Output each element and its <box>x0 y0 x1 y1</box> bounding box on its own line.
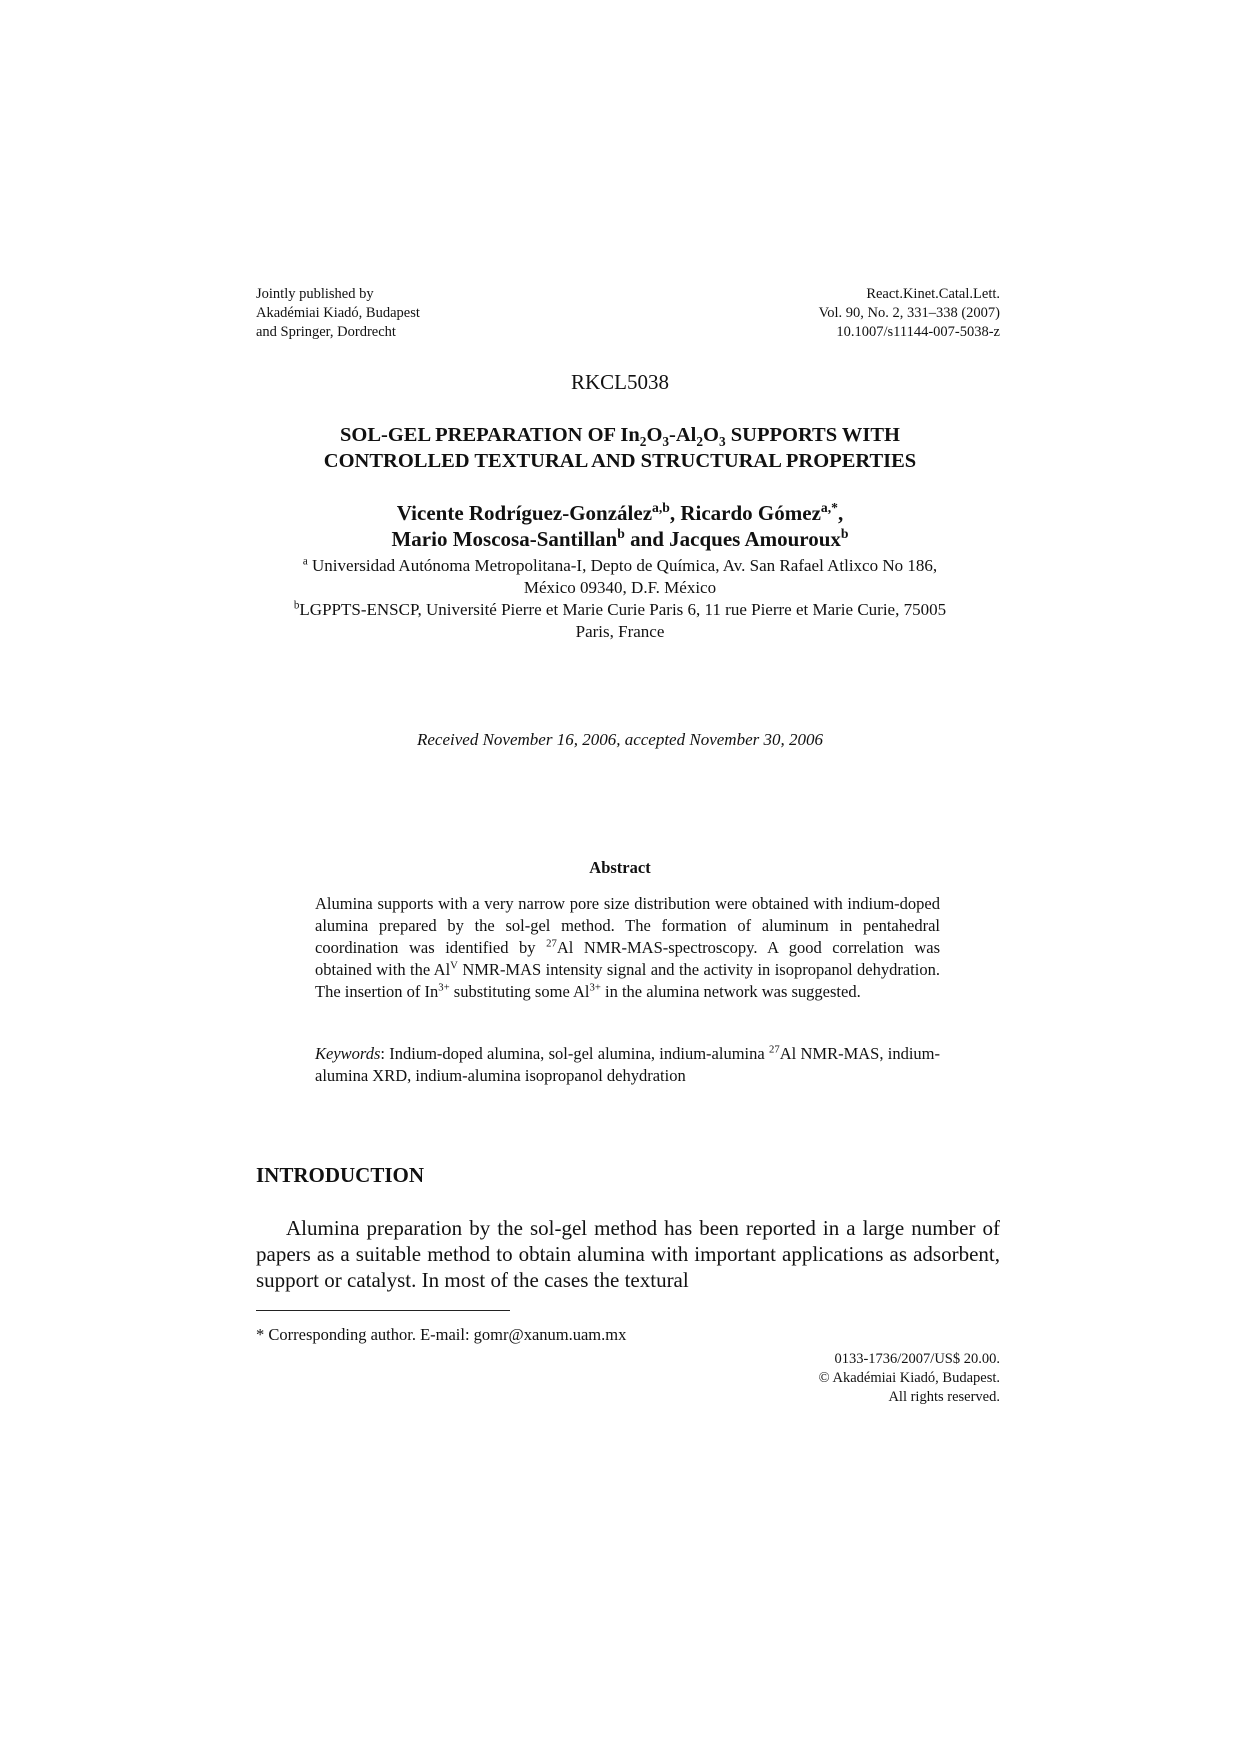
doi-line: 10.1007/s11144-007-5038-z <box>836 324 1000 340</box>
section-heading-introduction: INTRODUCTION <box>256 1163 425 1187</box>
publisher-info <box>256 285 420 342</box>
abstract-heading: Abstract <box>589 858 651 877</box>
rights-line: All rights reserved. <box>888 1389 1000 1405</box>
journal-info <box>819 285 1000 342</box>
affiliation-a-cont: México 09340, D.F. México <box>523 578 717 597</box>
title-line-1: SOL-GEL PREPARATION OF $In_2O_3-Al_2O_3$ SUPPORTS WITH <box>340 424 900 450</box>
keywords: Keywords: Indium-doped alumina, sol-gel alumina, indium-alumina $^{27}$Al NMR-MAS, indium-alumina XRD, indium-alumina isopropanol dehydration <box>315 1043 940 1085</box>
abstract-text: Alumina supports with a very narrow pore size distribution were obtained with indium-doped alumina prepared by the sol-gel method. The formation of aluminum in pentahedral coordination was identified by $^{27}$Al NMR-MAS-spectroscopy. A good correlation was obtained with the $Al^V$ NMR-MAS intensity signal and the activity in isopropanol dehydration. The insertion of $In^{3+}$ substituting some $Al^{3+}$ in the alumina network was suggested. <box>315 894 940 1001</box>
issn-line: 0133-1736/2007/US$ 20.00. <box>834 1351 1000 1367</box>
publisher-line: and Springer, Dordrecht <box>256 324 396 340</box>
publisher-line: Akadémiai Kiadó, Budapest <box>256 305 420 321</box>
footnote-divider <box>256 1310 510 1311</box>
authors-line-1: Vicente Rodríguez-González$^{a,b}$, Ricardo Gómez$^{a,*}$, <box>396 500 844 525</box>
affiliation-b-cont: Paris, France <box>575 622 665 641</box>
affiliations <box>0 555 1240 643</box>
affiliation-b: $^b$LGPPTS-ENSCP, Université Pierre et Marie Curie Paris 6, 11 rue Pierre et Marie Curie, 75005 <box>293 599 947 619</box>
keywords-label: Keywords <box>315 1044 381 1063</box>
paper-title <box>0 422 1240 474</box>
title-line-2: CONTROLLED TEXTURAL AND STRUCTURAL PROPERTIES <box>323 450 917 472</box>
copyright-line: © Akadémiai Kiadó, Budapest. <box>818 1370 1000 1386</box>
received-date: Received November 16, 2006, accepted November 30, 2006 <box>417 730 823 749</box>
introduction-paragraph: Alumina preparation by the sol-gel method has been reported in a large number of papers as a suitable method to obtain alumina with important applications as adsorbent, support or catalyst. In most of the cases the textural <box>256 1216 1000 1292</box>
copyright-notice <box>819 1350 1000 1407</box>
article-code: RKCL5038 <box>570 370 669 394</box>
affiliation-a: $^a$ Universidad Autónoma Metropolitana-I, Depto de Química, Av. San Rafael Atlixco No 186, <box>302 555 938 575</box>
author-list <box>0 500 1240 552</box>
journal-line: Vol. 90, No. 2, 331–338 (2007) <box>818 305 1000 321</box>
publisher-line: Jointly published by <box>256 286 374 302</box>
corresponding-author-footnote: * Corresponding author. E-mail: gomr@xanum.uam.mx <box>256 1325 627 1344</box>
journal-line: React.Kinet.Catal.Lett. <box>866 286 1000 302</box>
authors-line-2: Mario Moscosa-Santillan$^b$ and Jacques Amouroux$^b$ <box>391 526 849 551</box>
